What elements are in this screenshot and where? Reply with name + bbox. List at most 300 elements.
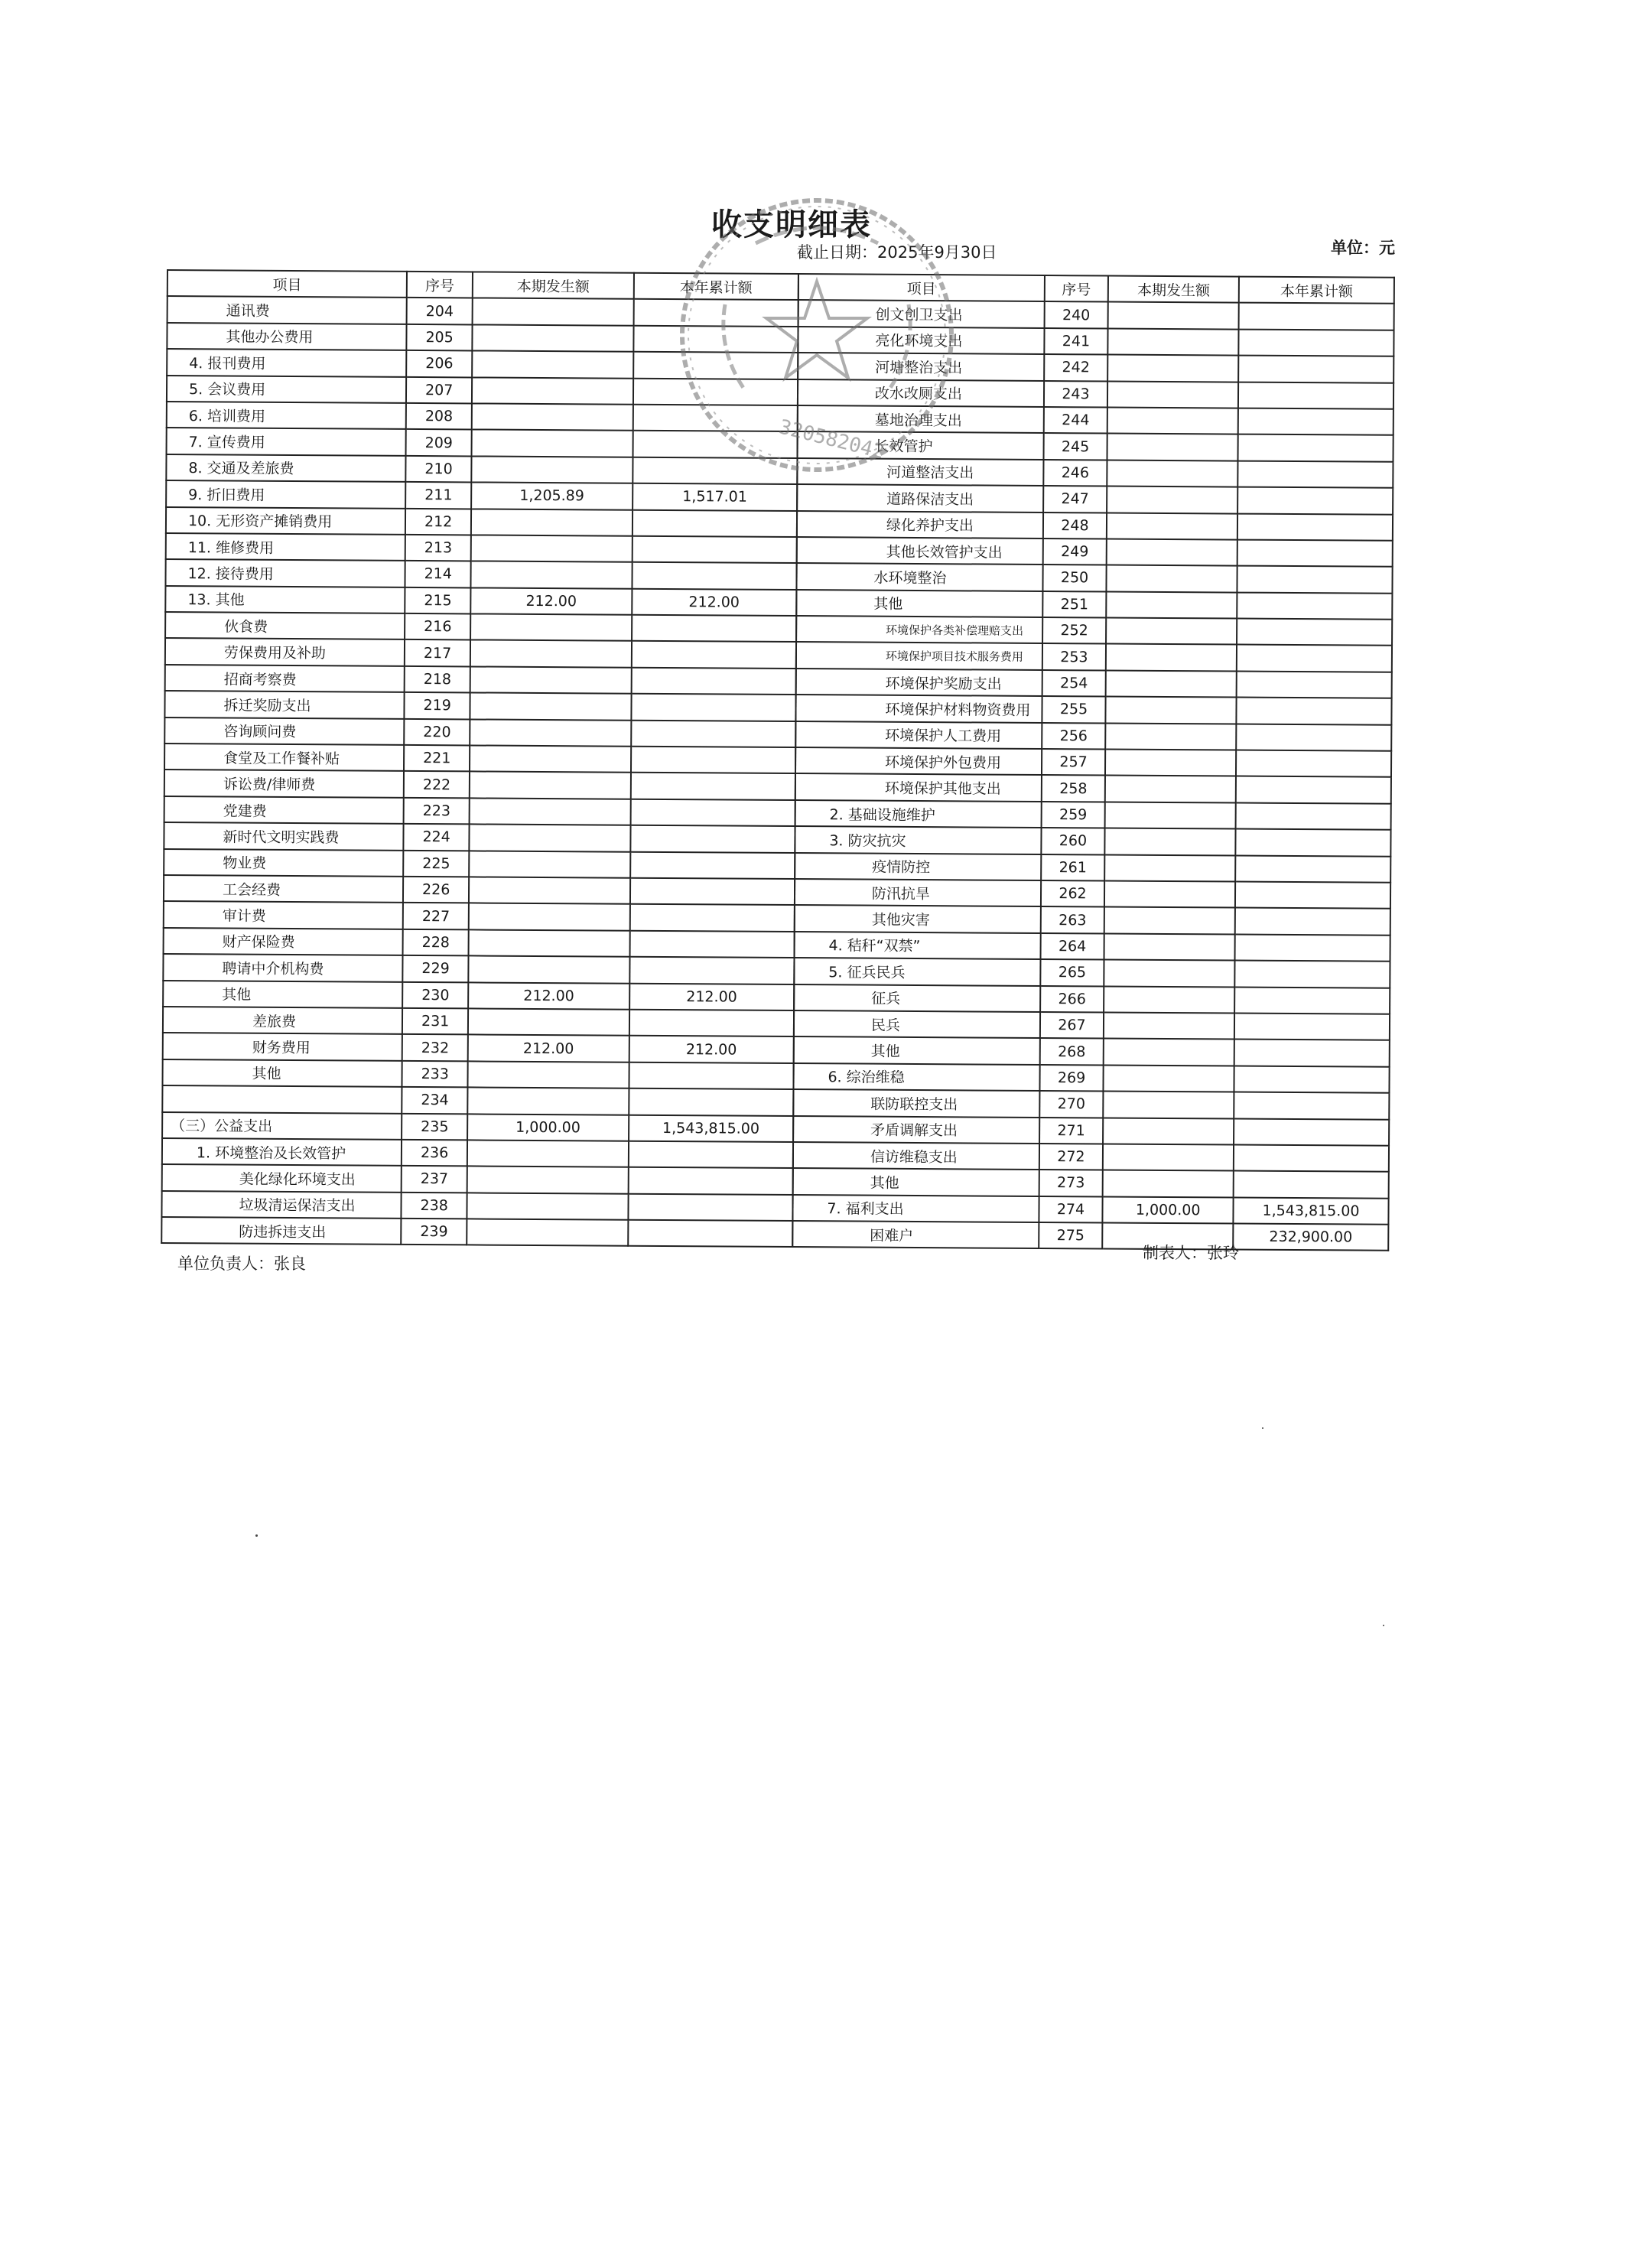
table-row (797, 458, 1393, 488)
row-current-amount (1104, 933, 1235, 960)
column-header-seq: 序号 (407, 272, 473, 298)
table-row (797, 511, 1393, 541)
table-row (162, 1059, 793, 1089)
row-ytd-amount: 212.00 (632, 588, 796, 616)
row-seq: 226 (403, 877, 469, 903)
row-item: 物业费 (164, 849, 404, 877)
column-header-ytd: 本年累计额 (634, 273, 798, 301)
row-seq: 240 (1044, 301, 1108, 328)
row-item: 3. 防灾抗灾 (795, 826, 1041, 854)
row-current-amount (1105, 776, 1236, 802)
ledger-left-half (161, 269, 799, 1248)
row-item: 差旅费 (163, 1007, 403, 1034)
row-seq: 225 (404, 851, 470, 877)
row-ytd-amount (630, 799, 795, 827)
row-ytd-amount (1236, 776, 1391, 804)
row-ytd-amount (629, 930, 794, 958)
row-seq: 232 (402, 1034, 468, 1061)
row-current-amount (1106, 591, 1237, 618)
row-current-amount (1107, 486, 1237, 513)
row-current-amount (470, 614, 632, 642)
row-seq: 269 (1039, 1065, 1104, 1092)
row-item: 联防联控支出 (793, 1089, 1039, 1117)
row-current-amount (467, 1061, 629, 1088)
table-row (796, 643, 1392, 672)
row-seq: 245 (1043, 433, 1107, 460)
row-item: 民兵 (794, 1010, 1040, 1038)
table-row (792, 1195, 1388, 1225)
row-item: 垃圾清运保洁支出 (161, 1191, 402, 1219)
row-ytd-amount (628, 1193, 792, 1221)
row-item: 征兵 (794, 984, 1040, 1012)
row-ytd-amount (1234, 1118, 1389, 1146)
row-seq: 239 (402, 1219, 467, 1245)
row-seq: 259 (1041, 802, 1105, 828)
table-row (796, 669, 1392, 698)
row-ytd-amount (1235, 855, 1390, 883)
row-ytd-amount (629, 1141, 793, 1169)
row-item: 劳保费用及补助 (165, 638, 405, 665)
table-row (796, 563, 1392, 593)
table-row (162, 1138, 793, 1168)
row-item: 11. 维修费用 (166, 533, 406, 561)
row-seq: 273 (1039, 1170, 1103, 1196)
row-ytd-amount (1237, 539, 1393, 567)
row-current-amount (1107, 355, 1238, 382)
row-item: 其他 (163, 981, 403, 1008)
row-item: 创文创卫支出 (798, 300, 1044, 327)
row-ytd-amount (1234, 987, 1390, 1014)
row-current-amount (471, 509, 633, 536)
row-item: 招商考察费 (165, 665, 405, 692)
row-current-amount (1106, 618, 1237, 645)
row-seq: 260 (1041, 828, 1105, 854)
row-item: 道路保洁支出 (797, 484, 1043, 512)
table-row (165, 665, 796, 695)
row-seq: 208 (406, 403, 472, 430)
row-ytd-amount: 1,517.01 (633, 483, 797, 511)
row-ytd-amount (1237, 671, 1392, 698)
row-current-amount (469, 877, 630, 904)
row-item: 6. 培训费用 (167, 402, 407, 429)
table-row (167, 428, 798, 457)
row-current-amount (467, 1219, 628, 1246)
table-row (793, 1089, 1389, 1119)
row-item: 6. 综治维稳 (793, 1063, 1039, 1091)
row-ytd-amount (631, 747, 795, 774)
row-ytd-amount (1238, 434, 1393, 462)
row-seq: 241 (1044, 328, 1108, 355)
row-current-amount: 1,205.89 (471, 483, 633, 510)
row-item: 信访维稳支出 (793, 1142, 1039, 1170)
row-seq: 274 (1039, 1196, 1103, 1223)
row-current-amount (467, 1193, 628, 1220)
table-row (167, 349, 798, 379)
row-item: 新时代文明实践费 (164, 822, 404, 850)
row-item: 9. 折旧费用 (166, 480, 406, 508)
row-seq: 216 (405, 613, 470, 640)
row-seq: 228 (403, 929, 469, 956)
row-item: 长效管护 (797, 431, 1043, 459)
row-seq: 253 (1042, 643, 1107, 670)
row-current-amount (1108, 328, 1239, 355)
row-ytd-amount (1237, 513, 1393, 541)
document-title: 收支明细表 (711, 207, 872, 242)
table-row (166, 454, 797, 484)
row-current-amount (470, 666, 632, 694)
table-row (162, 1164, 793, 1194)
row-current-amount (471, 430, 633, 457)
row-item: 通讯费 (167, 296, 408, 324)
row-ytd-amount (1236, 750, 1391, 778)
table-row (798, 405, 1393, 435)
row-ytd-amount (632, 615, 796, 643)
row-current-amount: 212.00 (470, 587, 632, 615)
row-item: 其他 (793, 1168, 1039, 1196)
row-ytd-amount (633, 299, 798, 327)
table-row (164, 691, 795, 721)
row-item: 4. 报刊费用 (167, 349, 407, 376)
table-row (166, 507, 797, 537)
row-item: 13. 其他 (165, 586, 405, 613)
row-seq: 244 (1043, 407, 1107, 434)
row-ytd-amount (633, 405, 797, 432)
row-item: 水环境整治 (796, 563, 1042, 591)
row-current-amount (467, 1167, 629, 1194)
cutoff-date: 截止日期：2025年9月30日 (797, 243, 997, 262)
row-item: 防违拆违支出 (161, 1217, 402, 1245)
row-item: 矛盾调解支出 (793, 1116, 1039, 1144)
row-ytd-amount (1236, 724, 1391, 751)
table-row (167, 296, 798, 326)
row-item: 5. 会议费用 (167, 376, 407, 403)
header-row (167, 270, 798, 300)
table-row (798, 300, 1393, 330)
row-seq: 219 (405, 692, 470, 719)
row-item: 2. 基础设施维护 (795, 800, 1041, 828)
row-current-amount (1107, 434, 1238, 460)
row-ytd-amount (1234, 1066, 1390, 1093)
row-seq: 236 (402, 1140, 467, 1167)
table-row (798, 327, 1393, 356)
table-row (795, 800, 1390, 830)
row-current-amount: 212.00 (468, 1035, 629, 1062)
row-seq: 261 (1041, 854, 1105, 881)
row-current-amount (467, 1088, 629, 1115)
row-seq: 210 (406, 456, 472, 483)
row-item: 8. 交通及差旅费 (166, 454, 406, 482)
table-row (793, 1063, 1389, 1093)
row-item: 7. 福利支出 (792, 1195, 1039, 1222)
row-ytd-amount: 212.00 (629, 1036, 793, 1063)
row-seq: 254 (1042, 670, 1106, 697)
row-ytd-amount (1237, 645, 1392, 672)
row-current-amount (470, 561, 632, 589)
scan-speck (1383, 1625, 1384, 1626)
row-item: 7. 宣传费用 (167, 428, 407, 455)
row-seq: 251 (1042, 591, 1107, 618)
row-ytd-amount (632, 562, 796, 590)
row-item: 亮化环境支出 (798, 327, 1044, 354)
row-item: 5. 征兵民兵 (794, 958, 1040, 985)
row-ytd-amount (1238, 356, 1393, 383)
table-preparer: 制表人：张玲 (1143, 1244, 1239, 1262)
table-row (793, 1116, 1389, 1146)
row-seq: 266 (1040, 986, 1104, 1013)
row-seq: 214 (405, 561, 471, 587)
row-current-amount (1104, 986, 1234, 1013)
row-item: 审计费 (164, 901, 404, 929)
ledger-table (161, 269, 1395, 1251)
table-row (795, 826, 1390, 856)
row-ytd-amount (631, 694, 795, 721)
row-item: 墓地治理支出 (798, 405, 1044, 433)
row-seq: 220 (405, 719, 470, 746)
row-current-amount (1103, 1170, 1234, 1197)
row-ytd-amount (633, 326, 798, 353)
row-current-amount (1105, 802, 1236, 828)
row-current-amount (1107, 381, 1238, 408)
row-ytd-amount (630, 825, 795, 853)
row-seq: 233 (402, 1061, 468, 1088)
row-seq: 222 (404, 771, 470, 798)
row-ytd-amount (628, 1167, 792, 1195)
row-ytd-amount (631, 720, 795, 747)
row-ytd-amount (630, 878, 795, 906)
table-row (165, 586, 796, 616)
table-row (164, 928, 795, 958)
row-current-amount (472, 324, 633, 352)
row-seq: 243 (1044, 381, 1108, 408)
row-current-amount (469, 903, 630, 931)
row-current-amount (472, 351, 633, 379)
table-row (161, 1217, 792, 1247)
unit-responsible-person: 单位负责人：张良 (177, 1254, 306, 1273)
row-ytd-amount (1234, 1171, 1389, 1199)
table-row (794, 984, 1390, 1014)
row-seq: 223 (404, 798, 470, 825)
row-item: 聘请中介机构费 (163, 954, 403, 981)
table-row (165, 559, 796, 589)
row-current-amount (470, 719, 631, 747)
column-header-current: 本期发生额 (473, 272, 634, 299)
table-row (163, 1033, 794, 1062)
row-ytd-amount (629, 904, 794, 932)
table-row (797, 537, 1393, 567)
row-item: 财产保险费 (164, 928, 404, 955)
row-current-amount (468, 1008, 629, 1036)
row-seq: 275 (1039, 1222, 1103, 1249)
row-ytd-amount (1234, 961, 1390, 988)
row-seq: 235 (402, 1113, 467, 1140)
table-row (167, 402, 798, 431)
row-item: 环境保护其他支出 (795, 773, 1042, 801)
row-item: 其他长效管护支出 (797, 537, 1043, 565)
row-current-amount (1105, 828, 1236, 855)
row-current-amount (1106, 644, 1237, 671)
row-item: 环境保护项目技术服务费用 (796, 643, 1042, 670)
row-item: 其他 (796, 590, 1042, 617)
row-ytd-amount (1234, 1092, 1389, 1120)
table-row (164, 718, 795, 747)
row-ytd-amount (1235, 882, 1390, 909)
table-row (794, 1010, 1390, 1040)
table-row (166, 480, 797, 510)
table-row (797, 431, 1393, 461)
row-item: 防汛抗旱 (795, 879, 1041, 906)
row-seq: 206 (407, 350, 473, 377)
row-seq: 224 (404, 824, 470, 851)
row-current-amount: 212.00 (468, 982, 629, 1010)
row-current-amount (472, 403, 633, 431)
table-row (794, 1036, 1390, 1066)
table-row (164, 901, 795, 931)
table-row (797, 484, 1393, 514)
row-ytd-amount (1234, 1144, 1389, 1172)
table-row (164, 796, 795, 826)
row-ytd-amount (1237, 592, 1392, 620)
row-ytd-amount (1237, 566, 1393, 594)
table-row (796, 616, 1392, 646)
row-current-amount (1104, 907, 1235, 934)
row-current-amount (1104, 880, 1235, 907)
row-seq: 231 (402, 1008, 468, 1035)
row-seq: 212 (405, 508, 471, 535)
row-current-amount: 1,000.00 (467, 1114, 629, 1141)
row-seq: 227 (403, 903, 469, 929)
row-item: 环境保护材料物资费用 (795, 695, 1042, 722)
table-row (798, 353, 1393, 382)
row-item: 4. 秸秆“双禁” (794, 932, 1040, 959)
row-seq: 213 (405, 535, 471, 561)
ledger-right-half (792, 273, 1395, 1251)
row-seq: 264 (1040, 933, 1104, 960)
row-seq: 229 (403, 955, 469, 982)
table-row (163, 981, 794, 1010)
row-ytd-amount (1237, 460, 1393, 488)
table-row (795, 773, 1391, 803)
row-seq: 217 (405, 639, 470, 666)
row-current-amount (470, 772, 631, 799)
row-ytd-amount (1237, 487, 1393, 515)
row-current-amount (470, 745, 631, 773)
row-ytd-amount (1238, 329, 1393, 356)
row-item: 其他 (162, 1059, 402, 1087)
table-row (164, 875, 795, 905)
row-ytd-amount (1234, 1040, 1390, 1067)
row-current-amount (470, 798, 631, 825)
row-ytd-amount: 212.00 (629, 983, 794, 1010)
row-seq: 230 (402, 981, 468, 1008)
row-ytd-amount (1238, 382, 1393, 409)
row-current-amount (1103, 1144, 1234, 1170)
row-current-amount (472, 377, 633, 405)
row-current-amount (1107, 539, 1237, 565)
row-current-amount (1106, 697, 1237, 724)
row-current-amount (1104, 1012, 1234, 1039)
table-row (167, 376, 798, 405)
row-seq: 218 (405, 666, 470, 693)
row-ytd-amount (1235, 934, 1390, 962)
table-row (163, 954, 794, 984)
unit-label: 单位：元 (1331, 239, 1395, 257)
row-current-amount (1104, 1065, 1234, 1092)
row-current-amount: 1,000.00 (1103, 1196, 1234, 1223)
row-current-amount (1108, 302, 1239, 329)
row-seq: 207 (406, 376, 472, 403)
row-ytd-amount (1234, 1013, 1390, 1040)
row-seq: 209 (406, 429, 472, 456)
scan-speck (1262, 1427, 1263, 1429)
row-ytd-amount (629, 1088, 793, 1116)
row-item: 环境保护各类补偿理赔支出 (796, 616, 1042, 643)
table-row (162, 1111, 793, 1141)
row-current-amount (471, 535, 633, 562)
row-seq: 204 (407, 298, 473, 324)
row-item: 环境保护外包费用 (795, 747, 1042, 775)
row-seq: 205 (407, 324, 473, 351)
row-seq: 249 (1042, 539, 1107, 565)
table-row (166, 533, 797, 563)
row-item: 10. 无形资产摊销费用 (166, 507, 406, 535)
row-item: 河道整洁支出 (797, 458, 1043, 486)
table-row (164, 770, 795, 799)
row-current-amount (1107, 512, 1237, 539)
table-row (162, 1085, 793, 1115)
row-seq: 252 (1042, 617, 1107, 644)
row-ytd-amount (632, 641, 796, 669)
row-current-amount (1107, 460, 1237, 486)
table-row (164, 744, 795, 773)
row-item: 河塘整治支出 (798, 353, 1044, 380)
row-ytd-amount (633, 509, 797, 537)
row-item: 财务费用 (163, 1033, 403, 1060)
row-ytd-amount (629, 1010, 794, 1037)
row-item: 拆迁奖励支出 (164, 691, 405, 718)
row-current-amount (470, 640, 632, 668)
row-item: 工会经费 (164, 875, 404, 903)
row-seq: 262 (1041, 880, 1105, 907)
row-current-amount (1107, 565, 1237, 592)
row-item: 12. 接待费用 (165, 559, 405, 587)
row-seq: 256 (1042, 723, 1106, 750)
row-seq: 250 (1042, 565, 1107, 591)
row-current-amount (1103, 1092, 1234, 1118)
row-current-amount (468, 929, 629, 957)
row-ytd-amount (631, 773, 795, 800)
table-row (167, 323, 798, 353)
row-item (162, 1085, 402, 1113)
stamp-number: 320582042 (776, 415, 887, 464)
table-row (795, 905, 1390, 935)
row-seq: 268 (1039, 1038, 1104, 1065)
column-header-item: 项目 (167, 270, 408, 298)
row-current-amount (1104, 960, 1235, 987)
row-current-amount (473, 298, 634, 326)
row-ytd-amount (628, 1220, 792, 1248)
row-current-amount (1104, 1039, 1234, 1066)
row-item: 党建费 (164, 796, 405, 824)
row-seq: 248 (1043, 512, 1107, 539)
row-item: 环境保护人工费用 (795, 721, 1042, 749)
row-seq: 242 (1044, 354, 1108, 381)
table-row (795, 695, 1391, 724)
row-seq: 265 (1040, 959, 1104, 986)
row-item: 食堂及工作餐补贴 (164, 744, 405, 771)
row-ytd-amount (633, 457, 797, 484)
table-row (795, 879, 1390, 909)
row-ytd-amount (633, 378, 798, 405)
